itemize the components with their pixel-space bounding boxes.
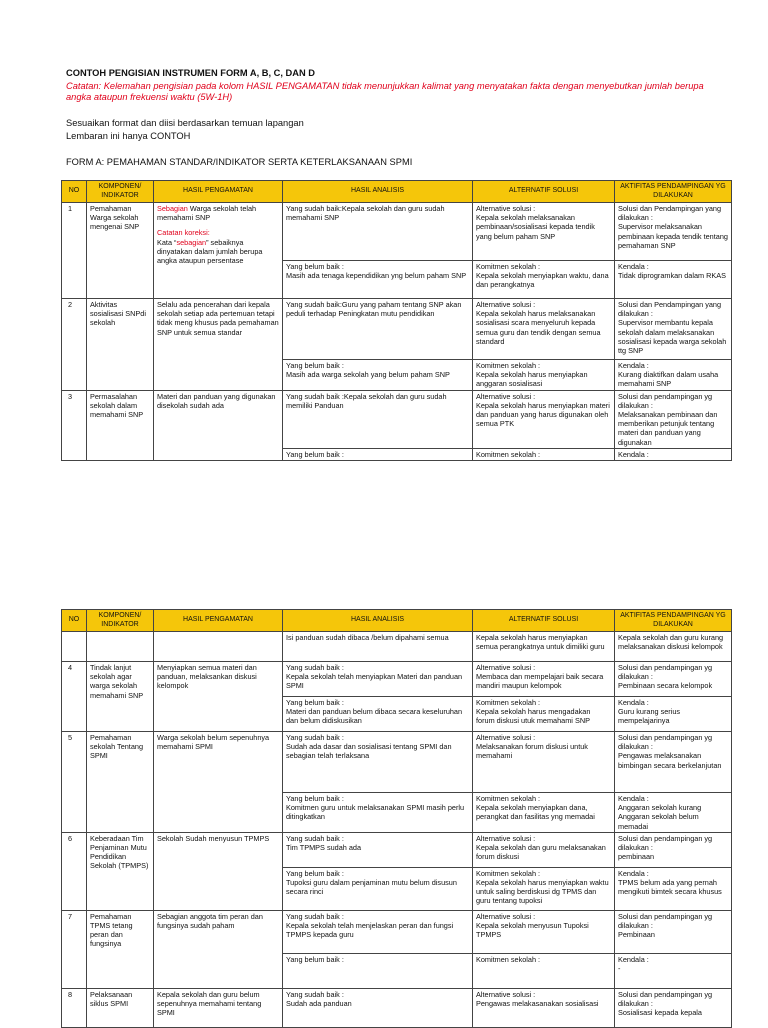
aktifitas-cell — [615, 832, 732, 867]
komponen-cell: Aktivitas sosialisasi SNPdi sekolah — [87, 299, 154, 391]
akt-label: Solusi dan pendampingan yg dilakukan : — [618, 663, 713, 682]
alt-label: Alternative solusi : — [476, 989, 536, 999]
col-hasil-analisis-header: HASIL ANALISIS — [283, 610, 473, 632]
alt-label: Alternative solusi : — [476, 733, 536, 742]
alt-label: Alternative solusi : — [476, 911, 536, 921]
aktifitas-cell — [615, 732, 732, 793]
good-label: Yang sudah baik : — [286, 391, 344, 401]
alternatif-cell — [473, 910, 615, 953]
row-number: 2 — [62, 299, 87, 391]
komitmen-text: Kepala sekolah harus menyiapkan anggaran sosialisasi — [476, 370, 588, 389]
col-hasil-analisis-header: HASIL ANALISIS — [283, 181, 473, 203]
analisis-good-cell — [283, 662, 473, 697]
alt-text: Pengawas melakasanakan sosialisasi — [476, 999, 599, 1009]
analisis-good-cell — [283, 390, 473, 448]
analisis-good-cell — [283, 988, 473, 1027]
komponen-cell: Keberadaan Tim Penjaminan Mutu Pendidikan Sekolah (TPMPS) — [87, 832, 154, 910]
komitmen-text: Kepala sekolah menyiapkan dana, perangkat dan fasilitas yng memadai — [476, 803, 595, 822]
highlight-text: sebagian — [176, 237, 207, 247]
good-text: Kepala sekolah telah menyiapkan Materi dan panduan SPMI — [286, 672, 463, 691]
bad-label: Yang belum baik : — [286, 794, 344, 803]
instruction-sample: Lembaran ini hanya CONTOH — [66, 131, 191, 141]
hasil-pengamatan-cell: Selalu ada pencerahan dari kepala sekolah setiap ada pertemuan tetapi tidak meng khusus pada pemahaman SNP untuk semua standar — [154, 299, 283, 391]
akt-text: Supervisor membantu kepala sekolah dalam melaksanakan sosialisasi kepada warga sekolah ttg SNP — [618, 318, 727, 356]
komitmen-cell — [473, 867, 615, 910]
aktifitas-cell — [615, 299, 732, 360]
analisis-good-cell — [283, 832, 473, 867]
hasil-pengamatan-cell: Sebagian anggota tim peran dan fungsinya sudah paham — [154, 910, 283, 988]
row-number: 7 — [62, 910, 87, 988]
analisis-bad-cell — [283, 261, 473, 299]
row-number: 5 — [62, 732, 87, 833]
alternatif-cell — [473, 203, 615, 261]
komitmen-cell — [473, 360, 615, 391]
alternatif-cell — [473, 832, 615, 867]
col-alternatif-solusi-header: ALTERNATIF SOLUSI — [473, 181, 615, 203]
table-row — [62, 662, 732, 697]
alternatif-cell — [473, 988, 615, 1027]
form-a-table-page1 — [61, 180, 732, 461]
analisis-bad-cell — [283, 867, 473, 910]
alt-text: Kepala sekolah melaksanakan pembinaan/sosialisasi kepada tendik yang belum paham SNP — [476, 213, 595, 241]
analisis-cell: Isi panduan sudah dibaca /belum dipahami semua — [283, 632, 473, 662]
hasil-pengamatan-cell: Sekolah Sudah menyusun TPMPS — [154, 832, 283, 910]
instruction-adjust: Sesuaikan format dan diisi berdasarkan temuan lapangan — [66, 118, 304, 128]
komponen-cell: Pemahaman Warga sekolah mengenai SNP — [87, 203, 154, 299]
bad-text: Tupoksi guru dalam penjaminan mutu belum disusun secara rinci — [286, 878, 457, 897]
good-text: Guru yang paham tentang SNP akan peduli terhadap Peningkatan mutu pendidikan — [286, 300, 462, 319]
komponen-cell: Pemahaman TPMS tetang peran dan fungsinya — [87, 910, 154, 988]
aktifitas-cell — [615, 910, 732, 953]
good-label: Yang sudah baik : — [286, 733, 344, 742]
akt-text: Supervisor melaksanakan pembinaan kepada tendik tentang pemahaman SNP — [618, 222, 728, 250]
komitmen-text: Kepala sekolah menyiapkan waktu, dana dan perangkatnya — [476, 271, 609, 290]
akt-label: Solusi dan pendampingan yg dilakukan : — [618, 911, 713, 931]
col-aktifitas-header: AKTIFITAS PENDAMPINGAN YG DILAKUKAN — [615, 610, 732, 632]
komitmen-cell — [473, 697, 615, 732]
analisis-good-cell — [283, 732, 473, 793]
komitmen-label: Komitmen sekolah : — [476, 698, 541, 707]
alt-text: Kepala sekolah dan guru melaksanakan forum diskusi — [476, 843, 606, 862]
empty-cell — [154, 632, 283, 662]
alt-label: Alternative solusi : — [476, 833, 536, 843]
komitmen-text: Kepala sekolah harus menyiapkan waktu untuk saling berdiskusi dg TPMS dan guru tentang tupoksi — [476, 878, 609, 906]
analisis-bad-cell — [283, 697, 473, 732]
kendala-text: TPMS belum ada yang pernah mengikuti bimtek secara khusus — [618, 878, 722, 897]
kendala-cell — [615, 953, 732, 988]
kendala-text: Tidak diprogramkan dalam RKAS — [618, 271, 727, 281]
kendala-cell — [615, 793, 732, 833]
table-row — [62, 732, 732, 793]
row-number: 6 — [62, 832, 87, 910]
bad-text: Komitmen guru untuk melaksanakan SPMI masih perlu ditingkatkan — [286, 803, 465, 822]
alt-label: Alternative solusi : — [476, 663, 536, 672]
table-row — [62, 910, 732, 953]
good-text: Sudah ada panduan — [286, 999, 352, 1009]
good-text: Kepala sekolah telah menjelaskan peran dan fungsi TPMPS kepada guru — [286, 921, 454, 940]
good-text: Tim TPMPS sudah ada — [286, 843, 362, 853]
akt-text: Pembinaan — [618, 930, 655, 940]
akt-label: Solusi dan pendampingan yg dilakukan : — [618, 989, 713, 1009]
table-row — [62, 832, 732, 867]
table-row — [62, 632, 732, 662]
col-alternatif-solusi-header: ALTERNATIF SOLUSI — [473, 610, 615, 632]
highlight-text: Sebagian — [157, 204, 188, 213]
row-number: 3 — [62, 390, 87, 460]
akt-text: Melaksanakan pembinaan dan memberikan petunjuk tentang materi dan panduan yang digunakan — [618, 410, 718, 447]
kendala-label: Kendala : — [618, 698, 649, 707]
hasil-pengamatan-cell: Materi dan panduan yang digunakan disekolah sudah ada — [154, 390, 283, 460]
analisis-bad-cell: Yang belum baik : — [283, 448, 473, 460]
document-title: CONTOH PENGISIAN INSTRUMEN FORM A, B, C, DAN D — [66, 68, 315, 78]
aktifitas-cell — [615, 662, 732, 697]
alternatif-cell: Kepala sekolah harus menyiapkan semua perangkatnya untuk dimiliki guru — [473, 632, 615, 662]
akt-text: Sosialisasi kepada kepala — [618, 1008, 702, 1018]
good-label: Yang sudah baik : — [286, 663, 344, 672]
col-no-header: NO — [62, 610, 87, 632]
bad-label: Yang belum baik : — [286, 868, 344, 878]
komitmen-label: Komitmen sekolah : — [476, 868, 541, 878]
alt-text: Membaca dan mempelajari baik secara mandiri maupun kelompok — [476, 672, 604, 691]
correction-label: Catatan koreksi: — [157, 228, 210, 238]
form-a-table-page2 — [61, 609, 732, 1028]
aktifitas-cell — [615, 390, 732, 448]
col-aktifitas-header: AKTIFITAS PENDAMPINGAN YG DILAKUKAN — [615, 181, 732, 203]
good-text: Kepala sekolah dan guru sudah memiliki Panduan — [286, 391, 447, 410]
komponen-cell: Pelaksanaan siklus SPMI — [87, 988, 154, 1027]
alternatif-cell — [473, 390, 615, 448]
analisis-good-cell — [283, 299, 473, 360]
col-hasil-pengamatan-header: HASIL PENGAMATAN — [154, 610, 283, 632]
col-komponen-header: KOMPONEN/ INDIKATOR — [87, 181, 154, 203]
bad-label: Yang belum baik : — [286, 361, 344, 370]
akt-text: Pembinaan secara kelompok — [618, 681, 713, 691]
aktifitas-cell: Kepala sekolah dan guru kurang melaksanakan diskusi kelompok — [615, 632, 732, 662]
table-header-row — [62, 610, 732, 632]
komitmen-text: Kepala sekolah harus mengadakan forum diskusi utuk memahami SNP — [476, 707, 591, 726]
aktifitas-cell — [615, 988, 732, 1027]
good-label: Yang sudah baik : — [286, 833, 344, 843]
analisis-good-cell — [283, 203, 473, 261]
table-row — [62, 299, 732, 360]
analisis-good-cell — [283, 910, 473, 953]
kendala-cell — [615, 261, 732, 299]
komitmen-cell — [473, 261, 615, 299]
komitmen-label: Komitmen sekolah : — [476, 361, 541, 370]
alt-text: Melaksanakan forum diskusi untuk memahami — [476, 742, 588, 761]
hasil-pengamatan-cell: Kepala sekolah dan guru belum sepenuhnya memahami tentang SPMI — [154, 988, 283, 1027]
alternatif-cell — [473, 299, 615, 360]
bad-text: Masih ada warga sekolah yang belum paham SNP — [286, 370, 450, 380]
correction-text: ” sebaiknya dinyatakan dalam jumlah berupa angka ataupun persentase — [157, 237, 263, 266]
alt-text: Kepala sekolah harus melaksanakan sosialisasi scara menyeluruh kepada semua guru dan tendik dengan semua standard — [476, 309, 601, 346]
col-hasil-pengamatan-header: HASIL PENGAMATAN — [154, 181, 283, 203]
komponen-cell: Tindak lanjut sekolah agar warga sekolah memahami SNP — [87, 662, 154, 732]
kendala-label: Kendala : — [618, 868, 649, 878]
empty-cell — [87, 632, 154, 662]
kendala-label: Kendala : — [618, 361, 649, 370]
hasil-pengamatan-cell: Menyiapkan semua materi dan panduan, melaksankan diskusi kelompok — [154, 662, 283, 732]
form-a-title: FORM A: PEMAHAMAN STANDAR/INDIKATOR SERTA KETERLAKSANAAN SPMI — [66, 157, 413, 167]
komitmen-cell: Komitmen sekolah : — [473, 953, 615, 988]
row-number: 1 — [62, 203, 87, 299]
akt-label: Solusi dan pendampingan yg dilakukan : — [618, 833, 713, 853]
komponen-cell: Pemahaman sekolah Tentang SPMI — [87, 732, 154, 833]
akt-text: pembinaan — [618, 852, 655, 862]
row-number: 8 — [62, 988, 87, 1027]
correction-text: Kata “ — [157, 237, 177, 247]
kendala-label: Kendala : — [618, 794, 649, 803]
empty-cell — [62, 632, 87, 662]
correction-note: Catatan: Kelemahan pengisian pada kolom HASIL PENGAMATAN tidak menunjukkan kalimat yang menyatakan fakta dengan menyebutkan jumlah berupa angka ataupun frekuensi waktu (5W-1H) — [66, 81, 704, 102]
bad-label: Yang belum baik : — [286, 698, 344, 707]
analisis-bad-cell: Yang belum baik : — [283, 953, 473, 988]
alt-label: Alternative solusi : — [476, 300, 536, 309]
kendala-text: - — [618, 964, 621, 974]
akt-text: Pengawas melaksanakan bimbingan secara berkelanjutan — [618, 751, 722, 770]
akt-label: Solusi dan Pendampingan yang dilakukan : — [618, 300, 722, 319]
table-header-row — [62, 181, 732, 203]
good-text: Kepala sekolah dan guru sudah memahami SNP — [286, 204, 445, 223]
akt-label: Solusi dan pendampingan yg dilakukan : — [618, 733, 713, 752]
analisis-bad-cell — [283, 793, 473, 833]
good-label: Yang sudah baik: — [286, 300, 342, 309]
good-label: Yang sudah baik: — [286, 204, 342, 213]
kendala-cell: Kendala : — [615, 448, 732, 460]
table-row — [62, 988, 732, 1027]
alternatif-cell — [473, 662, 615, 697]
komitmen-label: Komitmen sekolah : — [476, 794, 541, 803]
akt-label: Solusi dan Pendampingan yang dilakukan : — [618, 204, 722, 223]
observation-text: Warga sekolah telah memahami SNP — [157, 204, 257, 223]
hasil-pengamatan-cell — [154, 203, 283, 299]
kendala-text: Kurang diaktifkan dalam usaha memahami SNP — [618, 370, 719, 389]
aktifitas-cell — [615, 203, 732, 261]
bad-text: Masih ada tenaga kependidikan yng belum paham SNP — [286, 271, 467, 281]
kendala-label: Kendala : — [618, 262, 649, 271]
row-number: 4 — [62, 662, 87, 732]
kendala-cell — [615, 867, 732, 910]
alt-label: Alternative solusi : — [476, 204, 536, 213]
kendala-text: Guru kurang serius mempelajarinya — [618, 707, 681, 726]
komitmen-cell: Komitmen sekolah : — [473, 448, 615, 460]
kendala-text: Anggaran sekolah kurang Anggaran sekolah belum memadai — [618, 803, 702, 831]
komponen-cell: Permasalahan sekolah dalam memahami SNP — [87, 390, 154, 460]
alt-text: Kepala sekolah harus menyiapkan materi dan panduan yang harus digunakan oleh semua PTK — [476, 400, 610, 429]
komitmen-cell — [473, 793, 615, 833]
analisis-bad-cell — [283, 360, 473, 391]
good-label: Yang sudah baik : — [286, 989, 344, 999]
hasil-pengamatan-cell: Warga sekolah belum sepenuhnya memahami SPMI — [154, 732, 283, 833]
kendala-cell — [615, 697, 732, 732]
col-no-header: NO — [62, 181, 87, 203]
good-text: Sudah ada dasar dan sosialisasi tentang SPMI dan sebagian telah terlaksana — [286, 742, 452, 761]
col-komponen-header: KOMPONEN/ INDIKATOR — [87, 610, 154, 632]
alt-label: Alternative solusi : — [476, 391, 536, 401]
alternatif-cell — [473, 732, 615, 793]
good-label: Yang sudah baik : — [286, 911, 344, 921]
bad-label: Yang belum baik : — [286, 262, 344, 271]
akt-label: Solusi dan pendampingan yg dilakukan : — [618, 391, 713, 410]
bad-text: Materi dan panduan belum dibaca secara keseluruhan dan belum didiskusikan — [286, 707, 463, 726]
table-row — [62, 390, 732, 448]
alt-text: Kepala sekolah menyusun Tupoksi TPMPS — [476, 921, 589, 940]
komitmen-label: Komitmen sekolah : — [476, 262, 541, 271]
kendala-label: Kendala : — [618, 954, 649, 964]
table-row — [62, 203, 732, 261]
kendala-cell — [615, 360, 732, 391]
